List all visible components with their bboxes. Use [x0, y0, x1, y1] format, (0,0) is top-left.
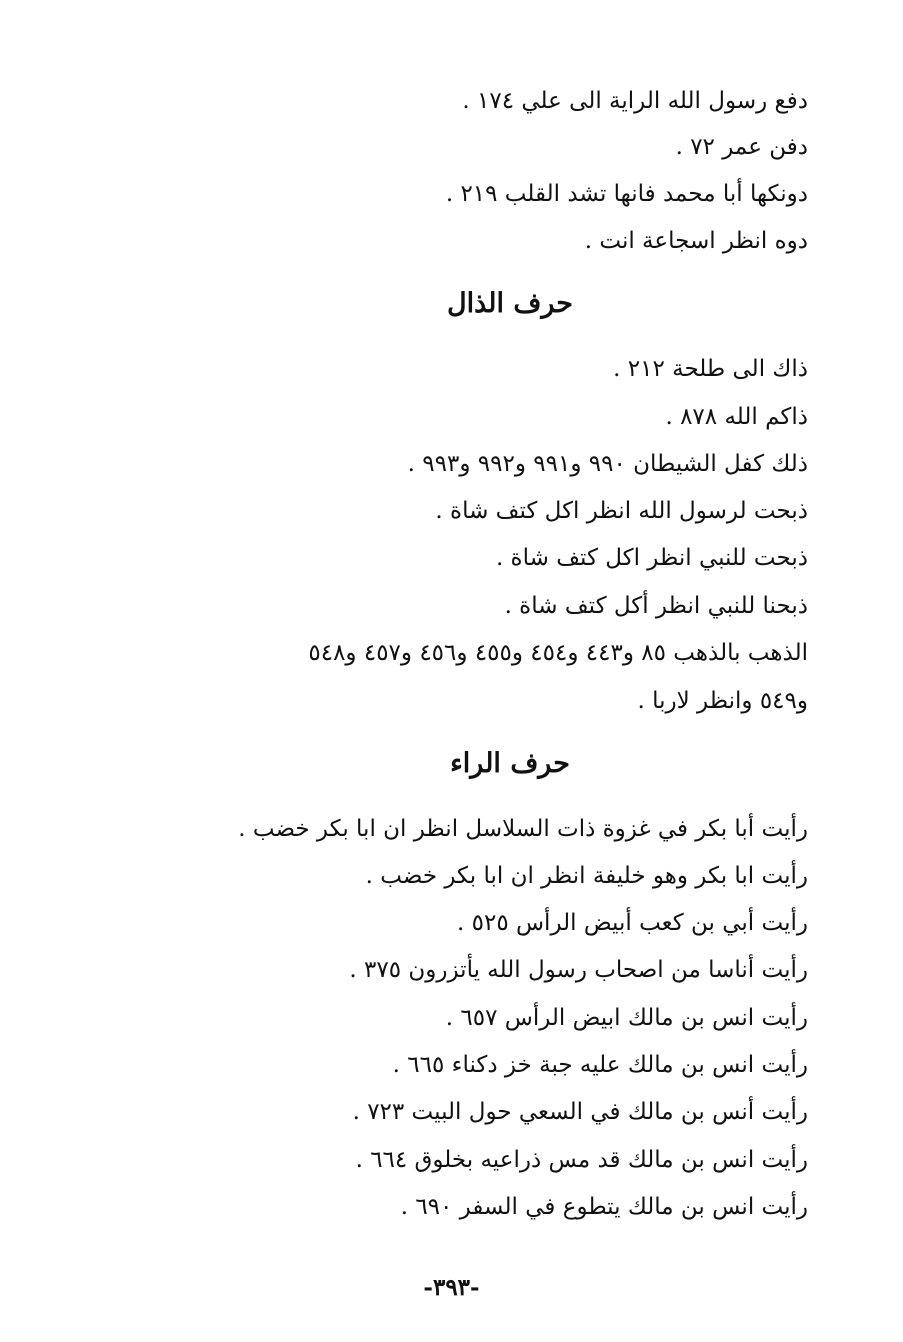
index-entry: رأيت أبي بن كعب أبيض الرأس ٥٢٥ . [456, 910, 808, 936]
index-entry: ذبحت للنبي انظر اكل كتف شاة . [495, 545, 808, 571]
index-entry: دونكها أبا محمد فانها تشد القلب ٢١٩ . [445, 181, 808, 207]
index-entry: رأيت أبا بكر في غزوة ذات السلاسل انظر ان ابا بكر خضب . [238, 816, 808, 842]
index-entry: دوه انظر اسجاعة انت . [584, 228, 808, 254]
section-heading-dhal: حرف الذال [447, 288, 573, 319]
index-entry: دفع رسول الله الراية الى علي ١٧٤ . [462, 88, 808, 114]
index-entry: رأيت أناسا من اصحاب رسول الله يأتزرون ٣٧٥ . [349, 957, 808, 983]
page-number: -٣٩٣- [423, 1274, 480, 1301]
index-entry: ذلك كفل الشيطان ٩٩٠ و٩٩١ و٩٩٢ و٩٩٣ . [407, 451, 808, 477]
index-entry: رأيت انس بن مالك يتطوع في السفر ٦٩٠ . [400, 1194, 808, 1220]
index-entry: الذهب بالذهب ٨٥ و٤٤٣ و٤٥٤ و٤٥٥ و٤٥٦ و٤٥٧ و٥٤٨ [308, 640, 808, 666]
index-entry: رأيت انس بن مالك ابيض الرأس ٦٥٧ . [445, 1005, 808, 1031]
index-entry: دفن عمر ٧٢ . [675, 134, 808, 160]
index-entry: ذاك الى طلحة ٢١٢ . [613, 356, 808, 382]
index-entry: رأيت انس بن مالك عليه جبة خز دكناء ٦٦٥ . [392, 1052, 808, 1078]
section-heading-ra: حرف الراء [450, 748, 570, 779]
index-entry: ذبحنا للنبي انظر أكل كتف شاة . [504, 593, 808, 619]
index-entry: رأيت ابا بكر وهو خليفة انظر ان ابا بكر خضب . [365, 863, 808, 889]
index-entry: ذاكم الله ٨٧٨ . [665, 404, 808, 430]
index-entry: رأيت انس بن مالك قد مس ذراعيه بخلوق ٦٦٤ . [355, 1147, 808, 1173]
index-entry: و٥٤٩ وانظر لاربا . [637, 688, 808, 714]
index-entry: رأيت أنس بن مالك في السعي حول البيت ٧٢٣ . [352, 1099, 808, 1125]
index-entry: ذبحت لرسول الله انظر اكل كتف شاة . [435, 498, 808, 524]
